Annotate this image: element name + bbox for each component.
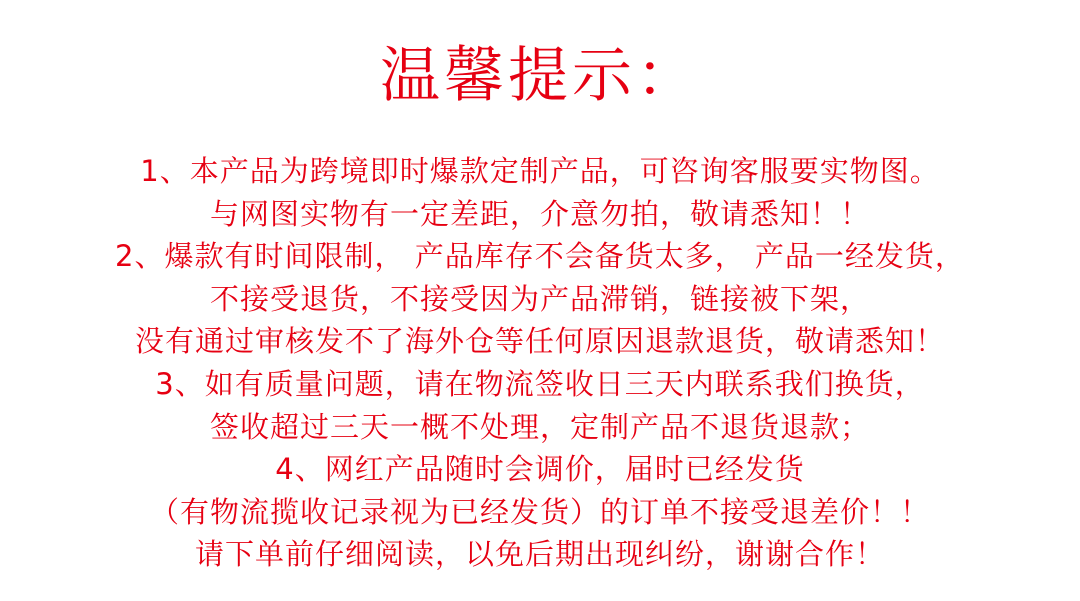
notice-line: 与网图实物有一定差距，介意勿拍，敬请悉知！！ — [209, 196, 870, 231]
notice-title: 温馨提示： — [380, 41, 700, 111]
notice-line: 不接受退货，不接受因为产品滞销，链接被下架， — [209, 281, 870, 316]
notice-line: 没有通过审核发不了海外仓等任何原因退款退货，敬请悉知！ — [134, 324, 945, 359]
notice-line: （有物流揽收记录视为已经发货）的订单不接受退差价！！ — [149, 494, 930, 529]
notice-line: 2、爆款有时间限制， 产品库存不会备货太多， 产品一经发货， — [115, 239, 965, 274]
notice-line: 1、本产品为跨境即时爆款定制产品，可咨询客服要实物图。 — [140, 154, 940, 188]
notice-line: 4、网红产品随时会调价，届时已经发货 — [275, 452, 805, 487]
notice-line: 签收超过三天一概不处理，定制产品不退货退款； — [209, 409, 870, 444]
notice-body — [0, 150, 1080, 576]
notice-line: 3、如有质量问题，请在物流签收日三天内联系我们换货， — [155, 366, 925, 401]
notice-line: 请下单前仔细阅读，以免后期出现纠纷，谢谢合作！ — [194, 537, 885, 572]
